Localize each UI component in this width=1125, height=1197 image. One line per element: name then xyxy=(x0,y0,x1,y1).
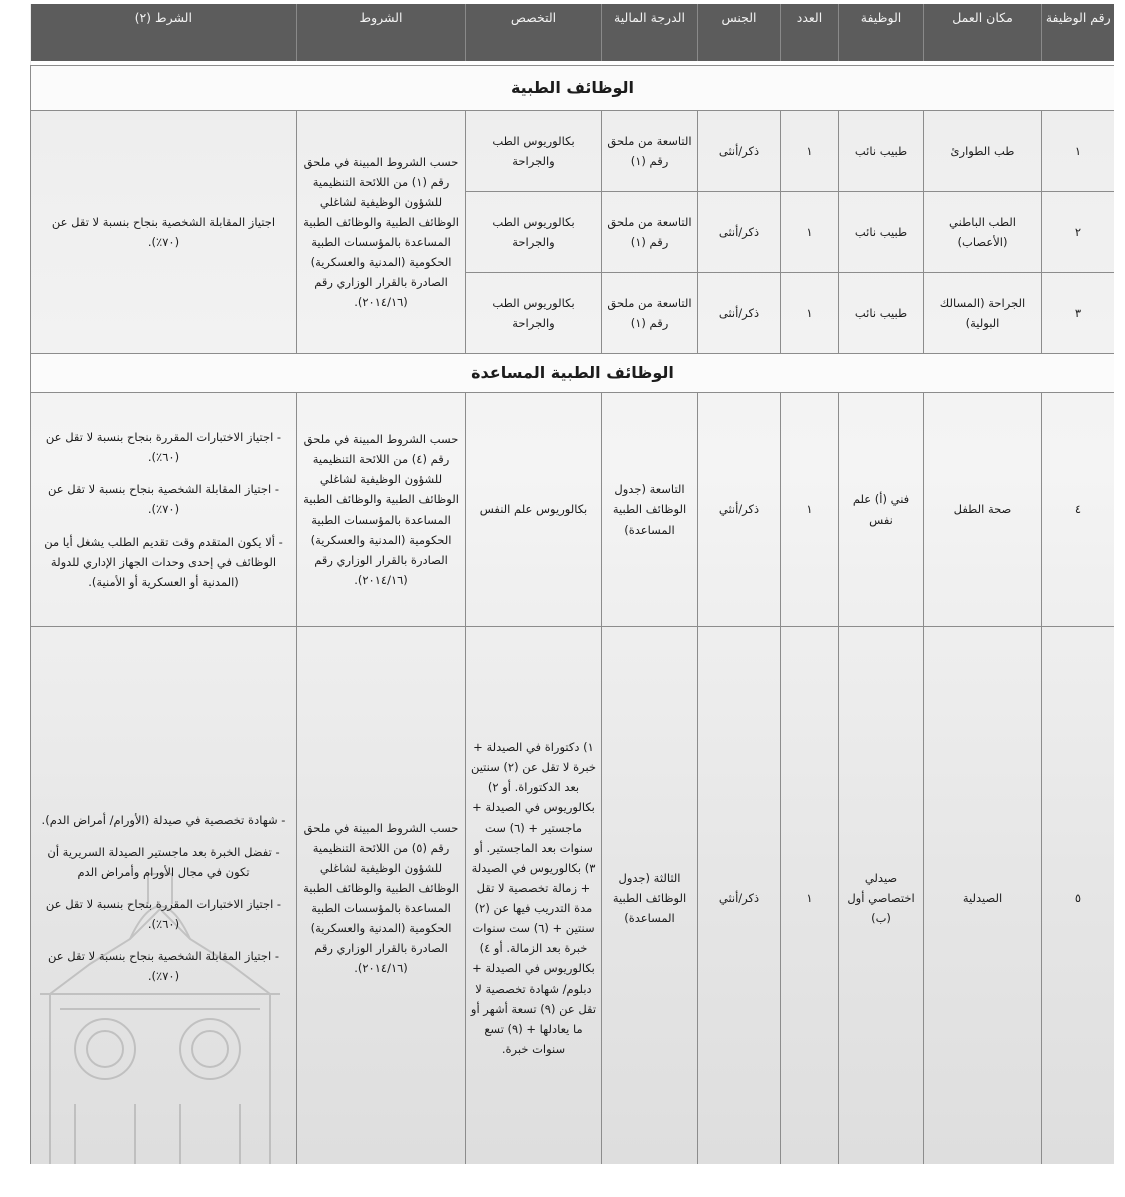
condition2-item: - اجتياز المقابلة الشخصية بنجاح بنسبة لا تقل عن (٧٠٪). xyxy=(47,482,280,517)
table-row xyxy=(31,111,1115,192)
grade-cell: التاسعة من ملحق رقم (١) xyxy=(602,111,698,192)
section-paramedical-row xyxy=(31,354,1115,393)
table-row xyxy=(31,393,1115,627)
condition2-cell xyxy=(31,111,297,354)
specialization-cell: ١) دكتوراة في الصيدلة + خبرة لا تقل عن (٢) سنتين بعد الدكتوراة. أو ٢) بكالوريوس في الصيدلة + ماجستير + (٦) ست سنوات بعد الماجستير. أو ٣) بكالوريوس في الصيدلة + زمالة تخصصية لا تقل مدة التدريب فيها عن (٢) سنتين + (٦) ست سنوات خبرة بعد الزمالة. أو ٤) بكالوريوس في الصيدلة + دبلوم/ شهادة تخصصية لا تقل عن (٩) تسعة أشهر أو ما يعادلها + (٩) تسع سنوات خبرة. xyxy=(466,627,602,1165)
specialization-cell: بكالوريوس الطب والجراحة xyxy=(466,273,602,354)
position-cell: طبيب نائب xyxy=(839,111,924,192)
condition2-item: - تفضل الخبرة بعد ماجستير الصيدلة السريرية أن تكون في مجال الأورام وأمراض الدم xyxy=(47,844,280,879)
header-gender: الجنس xyxy=(698,4,781,61)
condition2-item: - ألا يكون المتقدم وقت تقديم الطلب يشغل أيا من الوظائف في إحدى وحدات الجهاز الإداري للدولة (المدنية أو العسكرية أو الأمنية). xyxy=(44,534,283,589)
job-number: ١ xyxy=(1042,111,1115,192)
gender-cell: ذكر/أنثي xyxy=(698,627,781,1165)
header-job-no: رقم الوظيفة xyxy=(1042,4,1115,61)
condition2-item: - شهادة تخصصية في صيدلة (الأورام/ أمراض الدم). xyxy=(41,812,286,827)
job-announcement-sheet xyxy=(30,4,1114,1164)
header-count: العدد xyxy=(781,4,839,61)
workplace-cell: طب الطوارئ xyxy=(924,111,1042,192)
specialization-cell: بكالوريوس علم النفس xyxy=(466,393,602,627)
table-row xyxy=(31,627,1115,1165)
grade-cell: التاسعة من ملحق رقم (١) xyxy=(602,192,698,273)
workplace-cell: الطب الباطني (الأعصاب) xyxy=(924,192,1042,273)
section-title: الوظائف الطبية xyxy=(31,66,1115,111)
job-number: ٤ xyxy=(1042,393,1115,627)
conditions-cell: حسب الشروط المبينة في ملحق رقم (١) من اللائحة التنظيمية للشؤون الوظيفية لشاغلي الوظائف الطبية والوظائف الطبية المساعدة بالمؤسسات الطبية الحكومية (المدنية والعسكرية) الصادرة بالقرار الوزاري رقم (٢٠١٤/١٦). xyxy=(297,111,466,354)
table-header-row xyxy=(31,4,1115,61)
job-number: ٣ xyxy=(1042,273,1115,354)
position-cell: صيدلي اختصاصي أول (ب) xyxy=(839,627,924,1165)
position-cell: طبيب نائب xyxy=(839,192,924,273)
condition2-item: - اجتياز المقابلة الشخصية بنجاح بنسبة لا تقل عن (٧٠٪). xyxy=(47,949,280,984)
workplace-cell: الصيدلية xyxy=(924,627,1042,1165)
count-cell: ١ xyxy=(781,273,839,354)
workplace-cell: الجراحة (المسالك البولية) xyxy=(924,273,1042,354)
job-number: ٢ xyxy=(1042,192,1115,273)
count-cell: ١ xyxy=(781,192,839,273)
header-workplace: مكان العمل xyxy=(924,4,1042,61)
job-number: ٥ xyxy=(1042,627,1115,1165)
header-condition2: الشرط (٢) xyxy=(31,4,297,61)
conditions-cell: حسب الشروط المبينة في ملحق رقم (٥) من اللائحة التنظيمية للشؤون الوظيفية لشاغلي الوظائف الطبية والوظائف الطبية المساعدة بالمؤسسات الطبية الحكومية (المدنية والعسكرية) الصادرة بالقرار الوزاري رقم (٢٠١٤/١٦). xyxy=(297,627,466,1165)
grade-cell: الثالثة (جدول الوظائف الطبية المساعدة) xyxy=(602,627,698,1165)
position-cell: فني (أ) علم نفس xyxy=(839,393,924,627)
count-cell: ١ xyxy=(781,393,839,627)
position-cell: طبيب نائب xyxy=(839,273,924,354)
condition2-item: - اجتياز الاختبارات المقررة بنجاح بنسبة لا تقل عن (٦٠٪). xyxy=(45,896,282,932)
grade-cell: التاسعة من ملحق رقم (١) xyxy=(602,273,698,354)
header-specialization: التخصص xyxy=(466,4,602,61)
workplace-cell: صحة الطفل xyxy=(924,393,1042,627)
condition2-item: اجتياز المقابلة الشخصية بنجاح بنسبة لا تقل عن (٧٠٪). xyxy=(51,214,276,249)
gender-cell: ذكر/أنثى xyxy=(698,111,781,192)
header-conditions: الشروط xyxy=(297,4,466,61)
section-title: الوظائف الطبية المساعدة xyxy=(31,354,1115,393)
condition2-item: - اجتياز الاختبارات المقررة بنجاح بنسبة لا تقل عن (٦٠٪). xyxy=(45,430,282,465)
specialization-cell: بكالوريوس الطب والجراحة xyxy=(466,192,602,273)
count-cell: ١ xyxy=(781,627,839,1165)
condition2-cell xyxy=(31,627,297,1165)
conditions-cell: حسب الشروط المبينة في ملحق رقم (٤) من اللائحة التنظيمية للشؤون الوظيفية لشاغلي الوظائف الطبية والوظائف الطبية المساعدة بالمؤسسات الطبية الحكومية (المدنية والعسكرية) الصادرة بالقرار الوزاري رقم (٢٠١٤/١٦). xyxy=(297,393,466,627)
count-cell: ١ xyxy=(781,111,839,192)
specialization-cell: بكالوريوس الطب والجراحة xyxy=(466,111,602,192)
jobs-table xyxy=(30,4,1114,1164)
condition2-cell xyxy=(31,393,297,627)
gender-cell: ذكر/أنثى xyxy=(698,273,781,354)
header-position: الوظيفة xyxy=(839,4,924,61)
header-grade: الدرجة المالية xyxy=(602,4,698,61)
gender-cell: ذكر/أنثي xyxy=(698,393,781,627)
section-medical-row xyxy=(31,66,1115,111)
grade-cell: التاسعة (جدول الوظائف الطبية المساعدة) xyxy=(602,393,698,627)
gender-cell: ذكر/أنثى xyxy=(698,192,781,273)
